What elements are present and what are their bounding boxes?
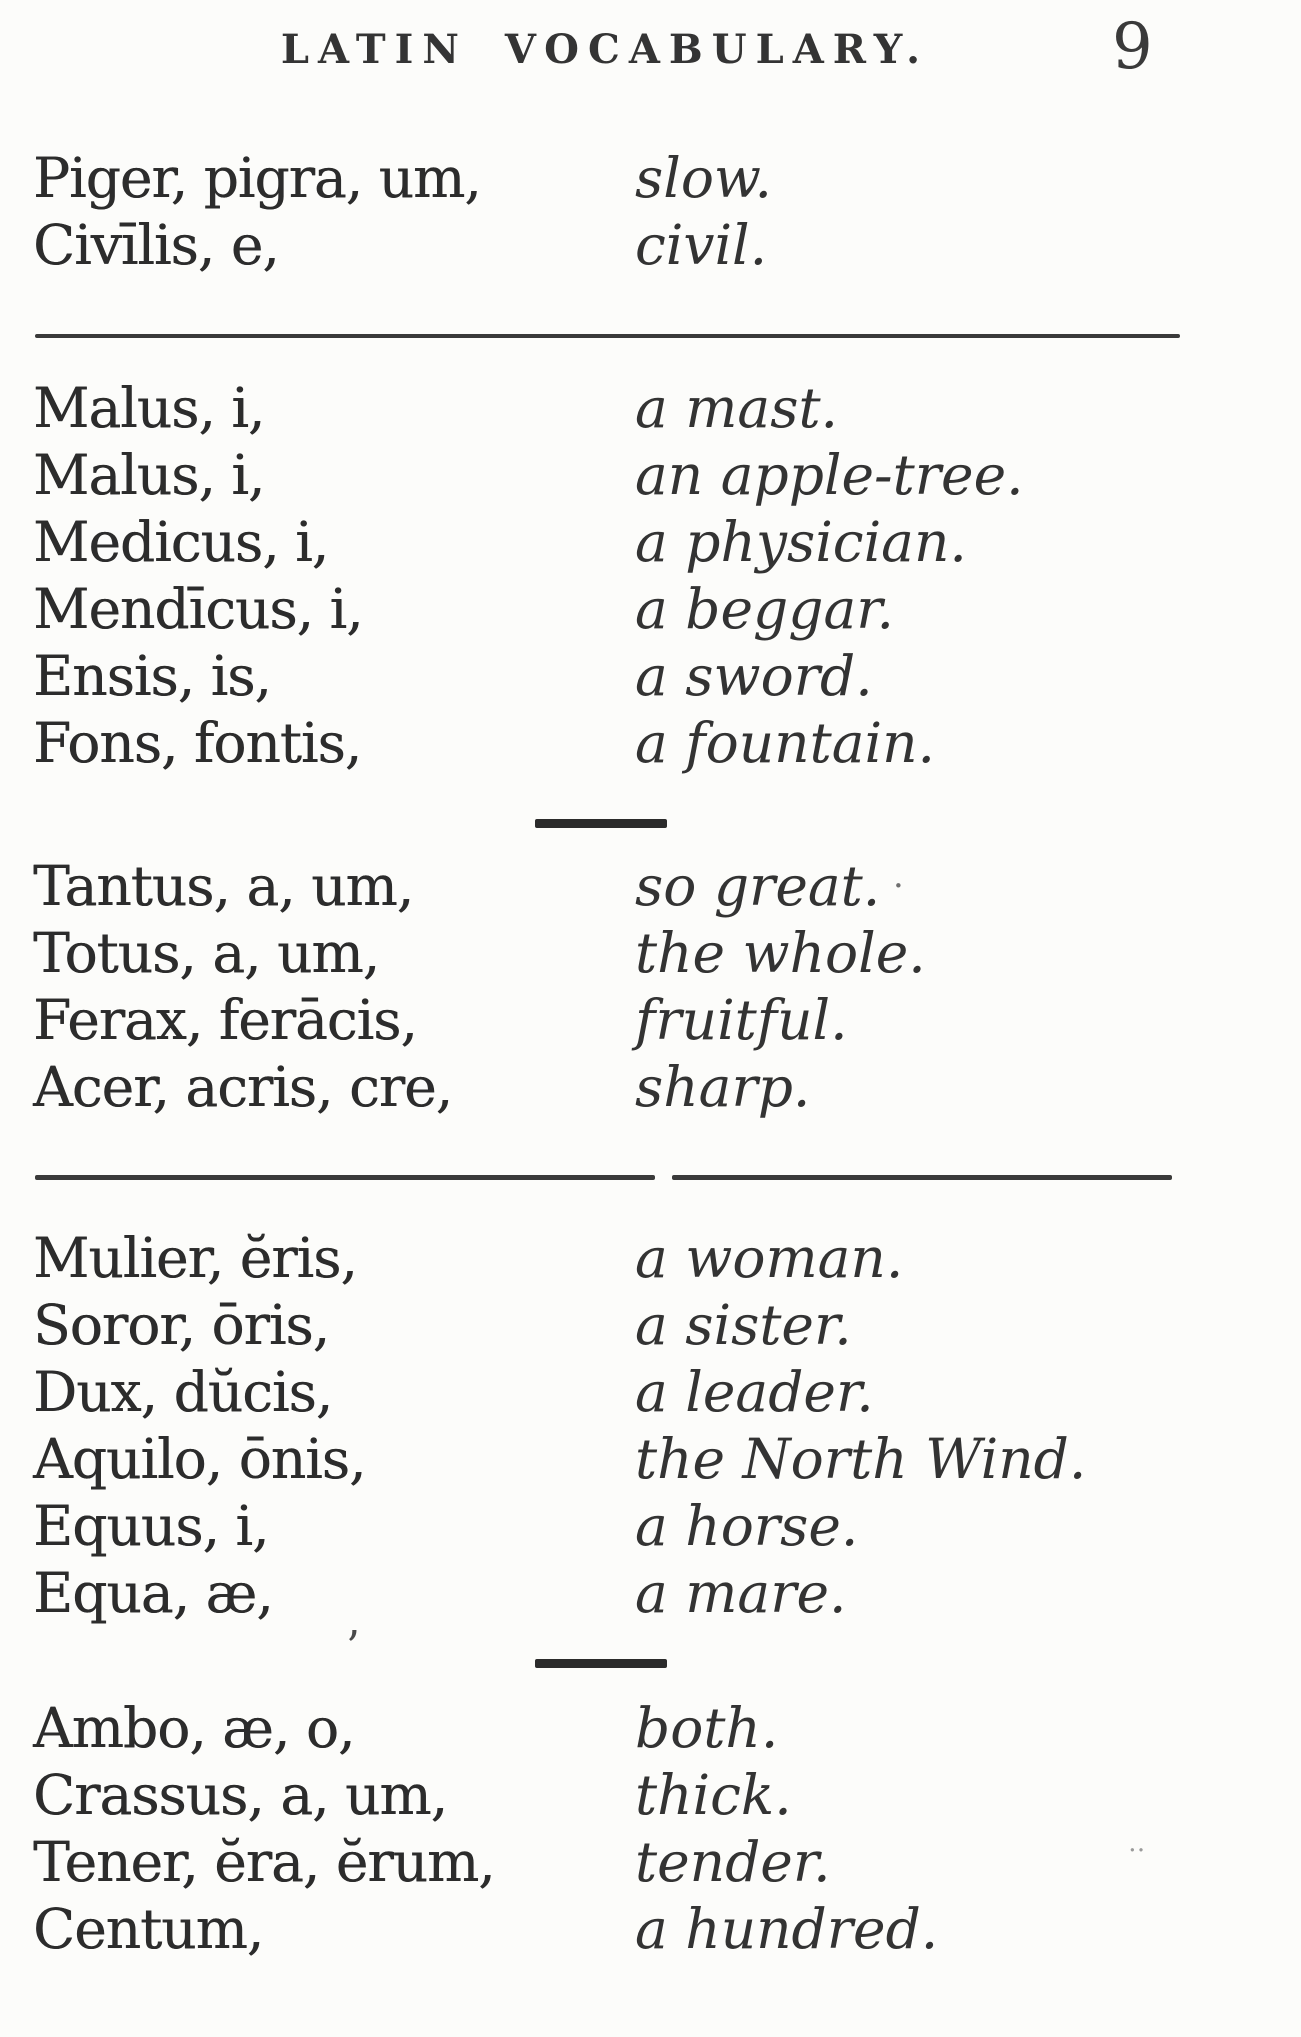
vocab-row [33,1360,1183,1427]
vocab-section [33,376,1183,778]
vocab-section [33,1226,1183,1628]
english-translation: a sister. [635,1293,852,1357]
vocab-section [33,854,1183,1122]
vocab-row [33,376,1183,443]
vocab-row [33,146,1183,213]
latin-term: Aquilo, ōnis, [33,1427,366,1491]
english-translation: the whole. [635,921,926,985]
english-translation: the North Wind. [635,1427,1087,1491]
vocab-row [33,854,1183,921]
latin-term: Ambo, æ, o, [33,1696,355,1760]
latin-term: Malus, i, [33,443,265,507]
scan-artifact-dot: · [893,866,904,906]
vocab-row [33,1226,1183,1293]
section-divider-dash [535,819,667,828]
section-divider-dash [535,1659,667,1668]
english-translation: a mare. [635,1561,847,1625]
latin-term: Totus, a, um, [33,921,380,985]
vocab-row [33,921,1183,988]
latin-term: Equa, æ, [33,1561,273,1625]
vocab-row [33,1897,1183,1964]
vocab-row [33,1494,1183,1561]
latin-term: Piger, pigra, um, [33,146,481,210]
latin-term: Civīlis, e, [33,213,279,277]
english-translation: a leader. [635,1360,874,1424]
section-divider-rule [672,1175,1172,1180]
latin-term: Soror, ōris, [33,1293,330,1357]
latin-term: Mendīcus, i, [33,577,363,641]
vocab-section [33,1696,1183,1964]
english-translation: civil. [635,213,768,277]
english-translation: an apple-tree. [635,443,1024,507]
latin-term: Fons, fontis, [33,711,362,775]
section-divider-rule [35,334,1180,338]
latin-term: Mulier, ĕris, [33,1226,357,1290]
english-translation: tender. [635,1830,831,1894]
english-translation: both. [635,1696,779,1760]
english-translation: a sword. [635,644,873,708]
english-translation: a woman. [635,1226,904,1290]
english-translation: slow. [635,146,772,210]
english-translation: so great. [635,854,881,918]
english-translation: a mast. [635,376,839,440]
vocab-row [33,1293,1183,1360]
page-number: 9 [1112,10,1153,84]
latin-term: Ferax, ferācis, [33,988,417,1052]
vocab-row [33,1830,1183,1897]
vocab-row [33,510,1183,577]
vocab-row [33,443,1183,510]
latin-term: Malus, i, [33,376,265,440]
latin-term: Tantus, a, um, [33,854,414,918]
scan-artifact-dots: ‥ [1128,1828,1146,1858]
english-translation: sharp. [635,1055,811,1119]
vocab-section [33,146,1183,280]
english-translation: a fountain. [635,711,935,775]
page-title: LATIN VOCABULARY. [280,26,930,73]
vocab-row [33,577,1183,644]
english-translation: fruitful. [635,988,848,1052]
latin-term: Ensis, is, [33,644,271,708]
latin-term: Acer, acris, cre, [33,1055,453,1119]
vocab-row [33,988,1183,1055]
vocab-row [33,1427,1183,1494]
vocab-row [33,213,1183,280]
latin-term: Centum, [33,1897,264,1961]
vocab-row [33,644,1183,711]
latin-term: Medicus, i, [33,510,329,574]
english-translation: a beggar. [635,577,894,641]
vocab-row [33,1763,1183,1830]
section-divider-rule [35,1175,655,1180]
vocab-row [33,1561,1183,1628]
vocab-row [33,1055,1183,1122]
english-translation: thick. [635,1763,792,1827]
latin-term: Crassus, a, um, [33,1763,448,1827]
vocab-row [33,711,1183,778]
latin-term: Dux, dŭcis, [33,1360,333,1424]
english-translation: a physician. [635,510,967,574]
latin-term: Equus, i, [33,1494,269,1558]
english-translation: a hundred. [635,1897,939,1961]
english-translation: a horse. [635,1494,859,1558]
latin-term: Tener, ĕra, ĕrum, [33,1830,495,1894]
vocab-row [33,1696,1183,1763]
scan-artifact-mark: ’ [346,1622,360,1673]
